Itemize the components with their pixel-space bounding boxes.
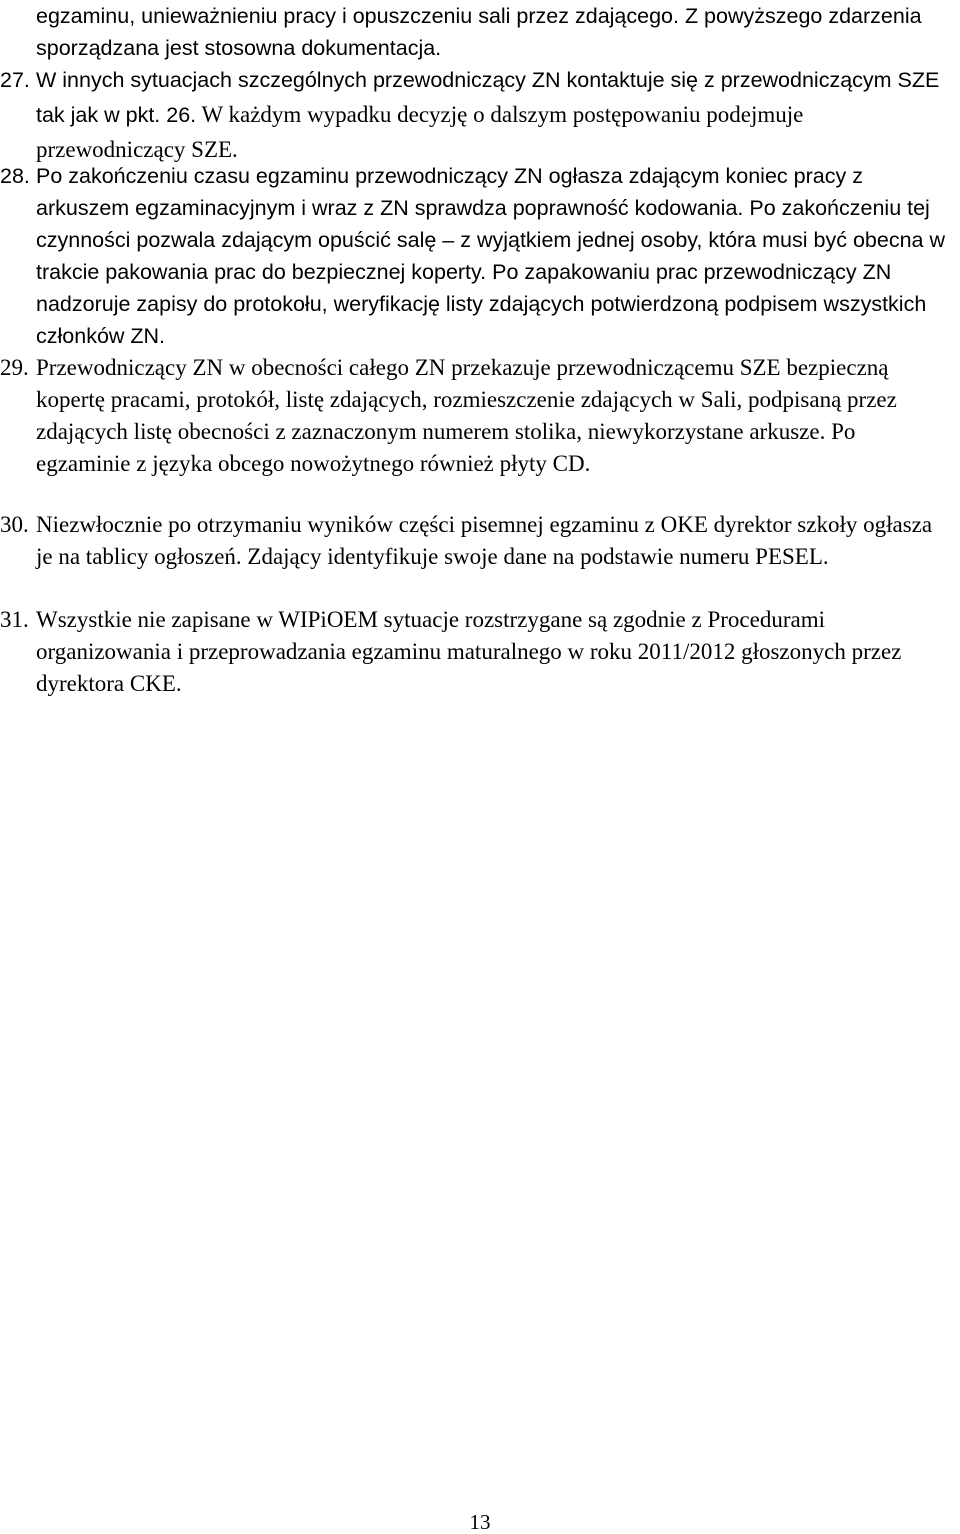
item-text-part: W innych sytuacjach szczególnych przewodniczący ZN kontaktuje się z przewodniczącym SZE tak jak w pkt. 26.: [36, 68, 940, 127]
item-text: Niezwłocznie po otrzymaniu wyników części pisemnej egzaminu z OKE dyrektor szkoły ogłasza je na tablicy ogłoszeń. Zdający identyfikuje swoje dane na podstawie numeru PESEL.: [36, 512, 933, 569]
list-item-27: [0, 64, 952, 169]
item-number: 29.: [0, 355, 29, 380]
continuation-paragraph: egzaminu, unieważnieniu pracy i opuszczeniu sali przez zdającego. Z powyższego zdarzenia sporządzana jest stosowna dokumentacja.: [36, 4, 922, 60]
item-number: 30.: [0, 512, 29, 537]
list-item-31: [0, 604, 952, 700]
list-item-29: [0, 352, 952, 480]
item-number: 27.: [0, 68, 30, 92]
item-text: Wszystkie nie zapisane w WIPiOEM sytuacje rozstrzygane są zgodnie z Procedurami organizowania i przeprowadzania egzaminu maturalnego w roku 2011/2012 głoszonych przez dyrektora CKE.: [36, 607, 902, 696]
item-number: 28.: [0, 164, 30, 188]
item-text: [36, 64, 952, 169]
page-number: 13: [469, 1510, 491, 1534]
item-text: Przewodniczący ZN w obecności całego ZN przekazuje przewodniczącemu SZE bezpieczną kopertę pracami, protokół, listę zdających, rozmieszczenie zdających w Sali, podpisaną przez zdających listę obecności z zaznaczonym numerem stolika, niewykorzystane arkusze. Po egzaminie z języka obcego nowożytnego również płyty CD.: [36, 355, 897, 476]
item-text: Po zakończeniu czasu egzaminu przewodniczący ZN ogłasza zdającym koniec pracy z arkuszem egzaminacyjnym i wraz z ZN sprawdza poprawność kodowania. Po zakończeniu tej czynności pozwala zdającym opuścić salę – z wyjątkiem jednej osoby, która musi być obecna w trakcie pakowania prac do bezpiecznej koperty. Po zapakowaniu prac przewodniczący ZN nadzoruje zapisy do protokołu, weryfikację listy zdających potwierdzoną podpisem wszystkich członków ZN.: [36, 164, 945, 348]
item-text-part: W każdym wypadku decyzję o dalszym postępowaniu podejmuje przewodniczący SZE.: [36, 102, 804, 162]
list-item-30: [0, 509, 952, 573]
list-item-28: [0, 160, 952, 352]
item-number: 31.: [0, 607, 29, 632]
